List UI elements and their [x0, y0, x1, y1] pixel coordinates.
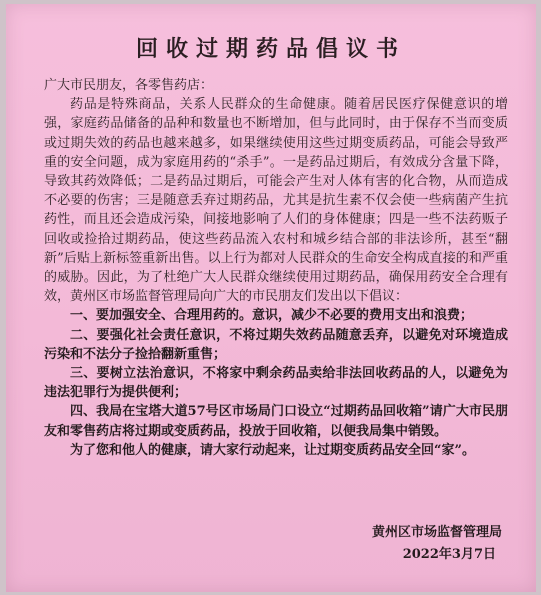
notice-sheet: [6, 4, 536, 592]
signature-block: [372, 522, 502, 566]
paragraph-intro: 药品是特殊商品，关系人民群众的生命健康。随着居民医疗保健意识的增强，家庭药品储备的品种和数量也不断增加，但与此同时，由于保存不当而变质或过期失效的药品也越来越多，如果继续使用这些过期变质药品，可能会导致严重的安全问题，成为家庭用药的“杀手”。一是药品过期后，有效成分含量下降，导致其药效降低；二是药品过期后，可能会产生对人体有害的化合物，从而造成不必要的伤害；三是随意丢弃过期药品，尤其是抗生素不仅会使一些病菌产生抗药性，而且还会造成污染，间接地影响了人们的身体健康；四是一些不法药贩子回收或捡拾过期药品，使这些药品流入农村和城乡结合部的非法诊所，甚至“翻新”后贴上新标签重新出售。以上行为都对人民群众的生命安全构成直接的和严重的威胁。因此，为了杜绝广大人民群众继续使用过期药品，确保用药安全合理有效，黄州区市场监督管理局向广大的市民朋友们发出以下倡议：: [44, 97, 508, 305]
closing-call: 为了您和他人的健康，请大家行动起来，让过期变质药品安全回“家”。: [70, 442, 475, 458]
document-title: 回收过期药品倡议书: [135, 36, 406, 62]
greeting: 广大市民朋友，各零售药店：: [44, 78, 214, 93]
issuing-organization: 黄州区市场监督管理局: [371, 525, 502, 540]
proposal-1: 一、要加强安全、合理用药的。意识，减少不必要的费用支出和浪费；: [70, 308, 474, 324]
proposal-2: 二、要强化社会责任意识，不将过期失效药品随意丢弃，以避免对环境造成污染和不法分子捡拾翻新重售；: [44, 327, 508, 362]
issue-date: 2022年3月7日: [402, 547, 496, 562]
proposal-4: 四、我局在宝塔大道57号区市场局门口设立“过期药品回收箱”请广大市民朋友和零售药店将过期或变质药品，投放于回收箱，以便我局集中销毁。: [44, 404, 508, 439]
proposal-3: 三、要树立法治意识，不将家中剩余药品卖给非法回收药品的人，以避免为违法犯罪行为提供便利；: [44, 366, 508, 401]
document-body: [44, 76, 508, 460]
